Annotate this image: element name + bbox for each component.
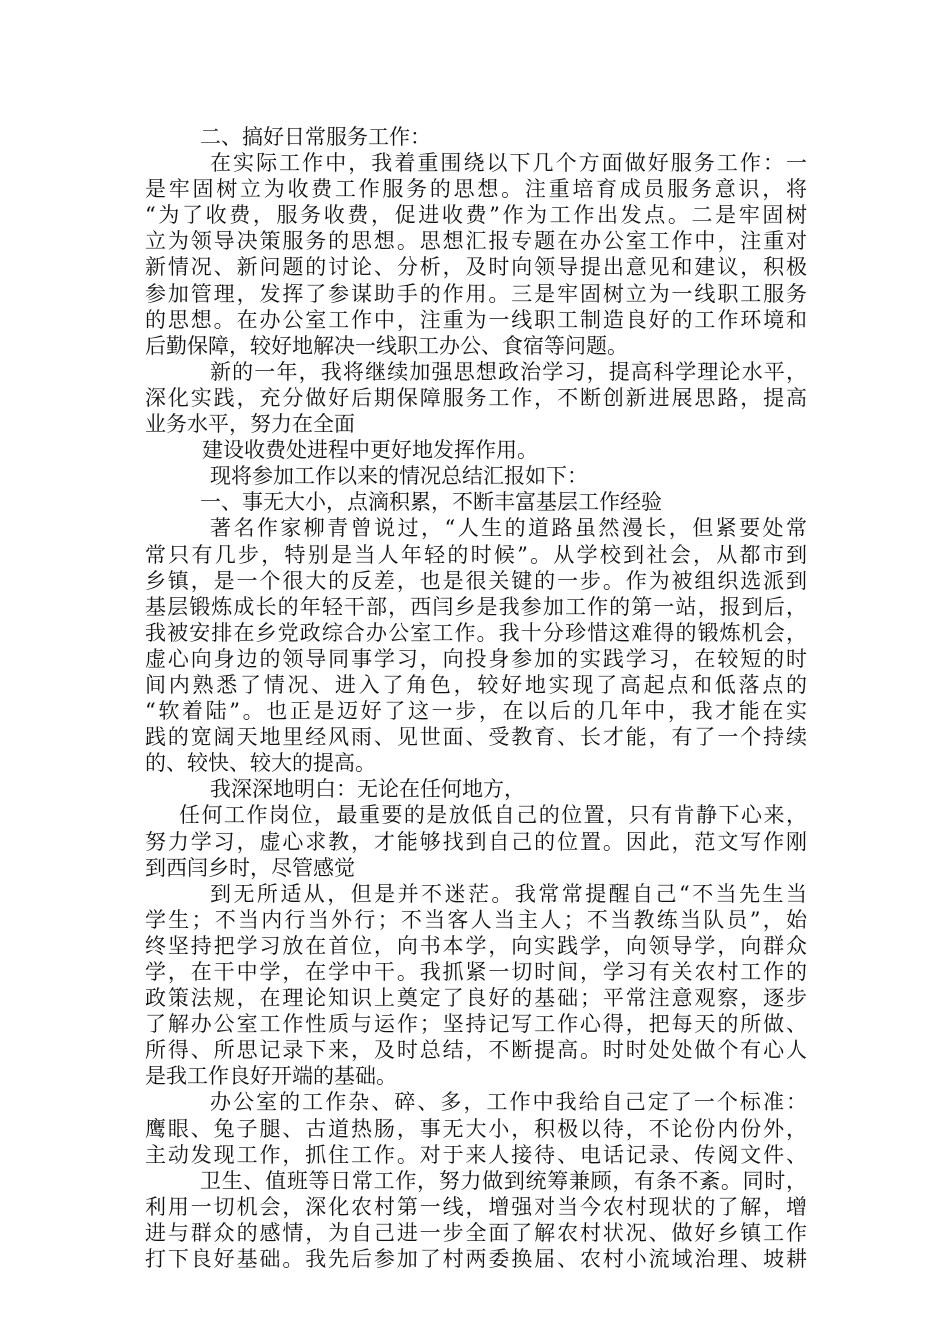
text-line: 乡镇，是一个很大的反差，也是很关键的一步。作为被组织选派到	[145, 568, 807, 593]
text-line: 到西闫乡时，尽管感觉	[145, 855, 355, 880]
text-line: 是牢固树立为收费工作服务的思想。注重培育成员服务意识，将	[145, 177, 807, 202]
text-line: 的思想。在办公室工作中，注重为一线职工制造良好的工作环境和	[145, 307, 807, 332]
text-line: 政策法规，在理论知识上奠定了良好的基础；平常注意观察，逐步	[145, 986, 807, 1011]
text-line: 常只有几步，特别是当人年轻的时候”。从学校到社会，从都市到	[145, 542, 807, 567]
text-line: 践的宽阔天地里经风雨、见世面、受教育、长才能，有了一个持续	[145, 725, 807, 750]
text-line: 立为领导决策服务的思想。思想汇报专题在办公室工作中，注重对	[145, 229, 807, 254]
text-line: 所得、所思记录下来，及时总结，不断提高。时时处处做个有心人	[145, 1038, 807, 1063]
text-line: 了解办公室工作性质与运作；坚持记写工作心得，把每天的所做、	[145, 1012, 807, 1037]
section-heading: 一、事无大小，点滴积累，不断丰富基层工作经验	[200, 490, 662, 515]
text-line: 终坚持把学习放在首位，向书本学，向实践学，向领导学，向群众	[145, 933, 807, 958]
text-line: 后勤保障，较好地解决一线职工办公、食宿等问题。	[145, 333, 628, 358]
text-line: 学，在干中学，在学中干。我抓紧一切时间，学习有关农村工作的	[145, 960, 807, 984]
text-line: 新情况、新问题的讨论、分析，及时向领导提出意见和建议，积极	[145, 255, 807, 280]
text-line: 到无所适从，但是并不迷茫。我常常提醒自己“不当先生当	[210, 881, 807, 906]
text-line: 基层锻炼成长的年轻干部，西闫乡是我参加工作的第一站，报到后，	[145, 594, 807, 619]
text-line: 我被安排在乡党政综合办公室工作。我十分珍惜这难得的锻炼机会，	[145, 620, 807, 645]
text-line: 的、较快、较大的提高。	[145, 751, 376, 776]
section-heading: 二、搞好日常服务工作：	[200, 125, 431, 149]
text-line: 主动发现工作，抓住工作。对于来人接待、电话记录、传阅文件、	[145, 1142, 807, 1167]
text-line: 新的一年，我将继续加强思想政治学习，提高科学理论水平，	[210, 359, 807, 384]
text-line: 进与群众的感情，为自己进一步全面了解农村状况、做好乡镇工作	[145, 1220, 807, 1245]
body-text	[145, 124, 807, 1272]
text-line: 办公室的工作杂、碎、多，工作中我给自己定了一个标准：	[210, 1090, 807, 1115]
text-line: 打下良好基础。我先后参加了村两委换届、农村小流域治理、坡耕	[145, 1247, 807, 1272]
text-line: 卫生、值班等日常工作，努力做到统筹兼顾，有条不紊。同时，	[200, 1168, 807, 1193]
text-line: 间内熟悉了情况、进入了角色，较好地实现了高起点和低落点的	[145, 672, 807, 697]
text-line: 深化实践，充分做好后期保障服务工作，不断创新进展思路，提高	[145, 385, 807, 410]
text-line: 努力学习，虚心求教，才能够找到自己的位置。因此，范文写作刚	[145, 829, 807, 854]
text-line: “软着陆”。也正是迈好了这一步，在以后的几年中，我才能在实	[145, 699, 807, 724]
text-line: 虚心向身边的领导同事学习，向投身参加的实践学习，在较短的时	[145, 646, 807, 671]
text-line: 著名作家柳青曾说过，“人生的道路虽然漫长，但紧要处常	[210, 516, 807, 541]
text-line: 利用一切机会，深化农村第一线，增强对当今农村现状的了解，增	[145, 1194, 807, 1219]
text-line: 建设收费处进程中更好地发挥作用。	[202, 438, 538, 463]
text-line: 业务水平，努力在全面	[145, 412, 355, 437]
text-line: 现将参加工作以来的情况总结汇报如下：	[210, 464, 588, 489]
text-line: 我深深地明白：无论在任何地方，	[210, 777, 525, 802]
text-line: 学生；不当内行当外行；不当客人当主人；不当教练当队员”，始	[145, 907, 807, 932]
text-line: “为了收费，服务收费，促进收费”作为工作出发点。二是牢固树	[145, 203, 807, 228]
text-line: 参加管理，发挥了参谋助手的作用。三是牢固树立为一线职工服务	[145, 281, 807, 306]
text-line: 任何工作岗位，最重要的是放低自己的位置，只有肯静下心来，	[179, 803, 807, 828]
text-line: 是我工作良好开端的基础。	[145, 1064, 397, 1089]
text-line: 在实际工作中，我着重围绕以下几个方面做好服务工作：一	[210, 151, 807, 176]
text-line: 鹰眼、兔子腿、古道热肠，事无大小，积极以待，不论份内份外，	[145, 1116, 807, 1141]
